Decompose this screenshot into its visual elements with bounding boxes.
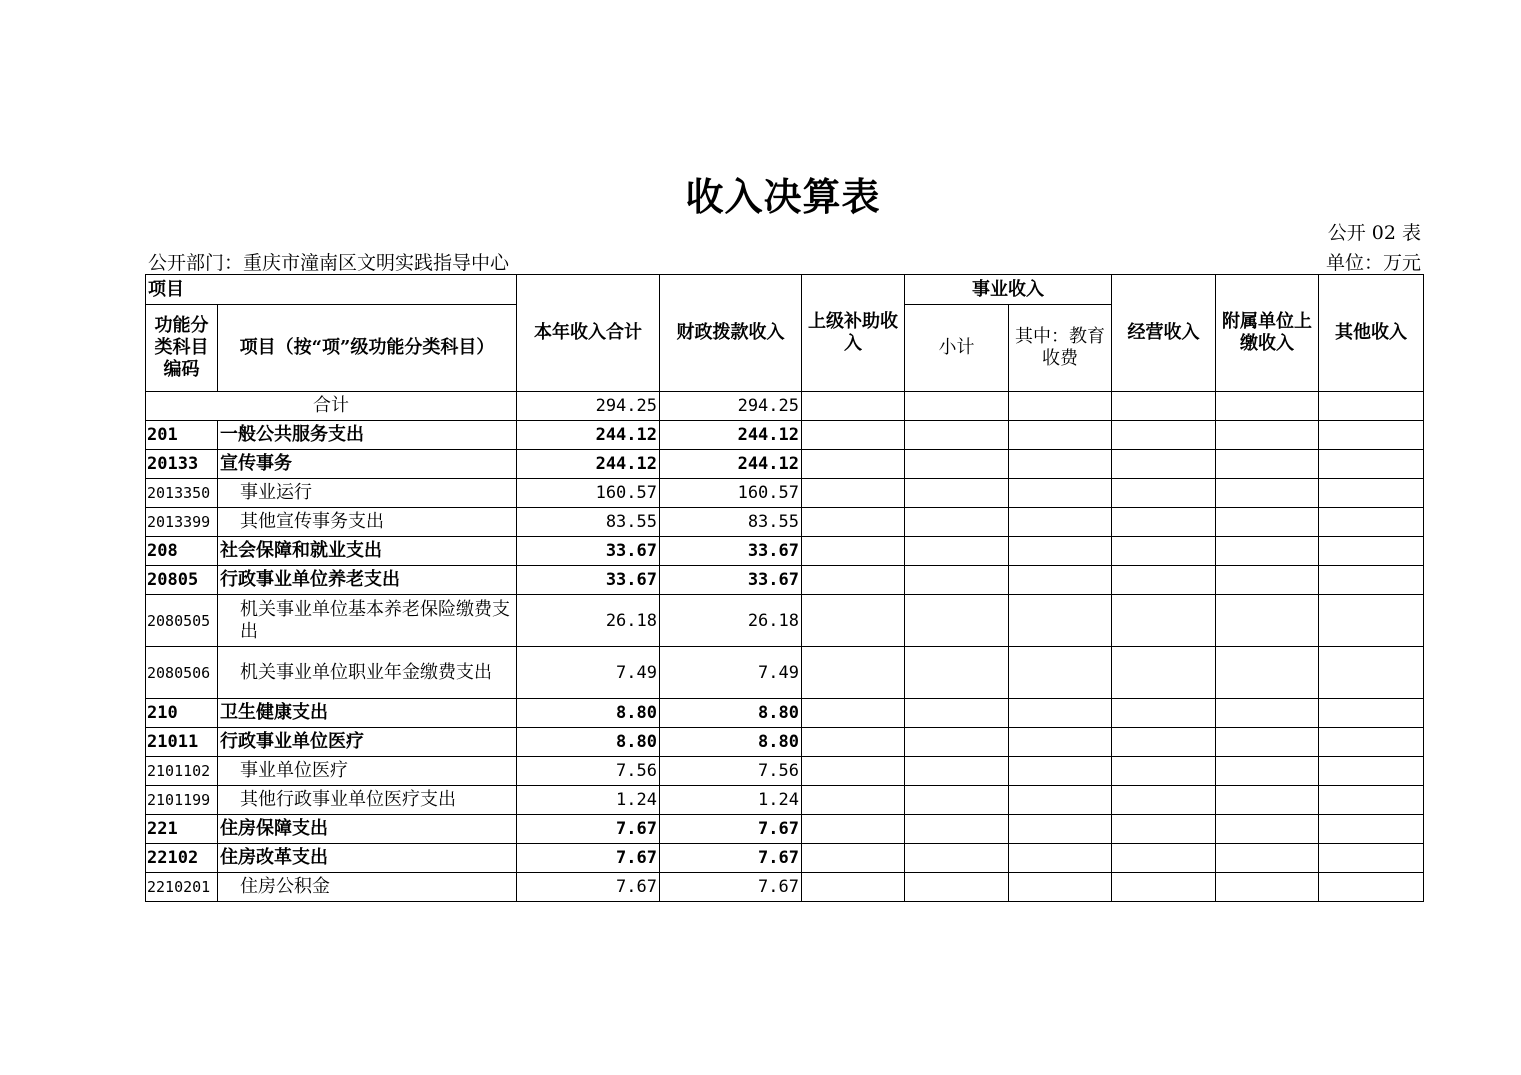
empty-cell: [1009, 844, 1112, 873]
row-fiscal: 160.57: [660, 479, 802, 508]
empty-cell: [802, 815, 905, 844]
empty-cell: [1112, 479, 1216, 508]
empty-cell: [1112, 595, 1216, 647]
empty-cell: [1319, 815, 1424, 844]
empty-cell: [1009, 786, 1112, 815]
table-row: [146, 786, 1424, 815]
total-label: 合计: [146, 392, 517, 421]
empty-cell: [1009, 757, 1112, 786]
empty-cell: [1319, 844, 1424, 873]
row-name: 机关事业单位基本养老保险缴费支出: [218, 595, 517, 647]
empty-cell: [1216, 595, 1319, 647]
empty-cell: [802, 844, 905, 873]
row-name: 宣传事务: [218, 450, 517, 479]
total-total: 294.25: [517, 392, 660, 421]
empty-cell: [1319, 873, 1424, 902]
empty-cell: [1216, 844, 1319, 873]
empty-cell: [1216, 647, 1319, 699]
empty-cell: [1319, 699, 1424, 728]
empty-cell: [1216, 728, 1319, 757]
empty-cell: [1216, 873, 1319, 902]
empty-cell: [1319, 479, 1424, 508]
row-name: 住房保障支出: [218, 815, 517, 844]
empty-cell: [802, 786, 905, 815]
empty-cell: [1216, 508, 1319, 537]
header-fiscal: 财政拨款收入: [660, 275, 802, 392]
empty-cell: [1216, 757, 1319, 786]
header-affiliated: 附属单位上缴收入: [1216, 275, 1319, 392]
empty-cell: [905, 873, 1009, 902]
empty-cell: [802, 699, 905, 728]
row-total: 83.55: [517, 508, 660, 537]
empty-cell: [905, 595, 1009, 647]
empty-cell: [1319, 508, 1424, 537]
row-fiscal: 7.49: [660, 647, 802, 699]
empty-cell: [1216, 421, 1319, 450]
empty-cell: [1112, 844, 1216, 873]
row-name: 事业运行: [218, 479, 517, 508]
empty-cell: [1112, 815, 1216, 844]
empty-cell: [905, 537, 1009, 566]
row-name: 住房改革支出: [218, 844, 517, 873]
table-row: [146, 566, 1424, 595]
row-total: 33.67: [517, 566, 660, 595]
empty-cell: [1112, 757, 1216, 786]
header-superior: 上级补助收入: [802, 275, 905, 392]
header-item-name: 项目（按“项”级功能分类科目）: [218, 305, 517, 392]
table-row: [146, 873, 1424, 902]
empty-cell: [1112, 508, 1216, 537]
header-total: 本年收入合计: [517, 275, 660, 392]
empty-cell: [905, 421, 1009, 450]
total-row: [146, 392, 1424, 421]
empty-cell: [802, 537, 905, 566]
row-name: 行政事业单位医疗: [218, 728, 517, 757]
empty-cell: [905, 508, 1009, 537]
empty-cell: [1009, 595, 1112, 647]
department-label: 公开部门：重庆市潼南区文明实践指导中心: [148, 252, 510, 274]
row-name: 社会保障和就业支出: [218, 537, 517, 566]
row-code: 2080506: [146, 647, 218, 699]
empty-cell: [1216, 566, 1319, 595]
row-total: 8.80: [517, 728, 660, 757]
row-total: 7.67: [517, 844, 660, 873]
empty-cell: [905, 844, 1009, 873]
table-row: [146, 647, 1424, 699]
table-row: [146, 421, 1424, 450]
empty-cell: [1112, 873, 1216, 902]
header-subtotal: 小计: [905, 305, 1009, 392]
empty-cell: [802, 508, 905, 537]
row-total: 160.57: [517, 479, 660, 508]
table-row: [146, 844, 1424, 873]
empty-cell: [802, 647, 905, 699]
empty-cell: [1319, 757, 1424, 786]
table-row: [146, 595, 1424, 647]
row-total: 26.18: [517, 595, 660, 647]
empty-cell: [802, 595, 905, 647]
empty-cell: [802, 479, 905, 508]
row-fiscal: 26.18: [660, 595, 802, 647]
row-code: 2080505: [146, 595, 218, 647]
row-name: 事业单位医疗: [218, 757, 517, 786]
empty-cell: [1009, 699, 1112, 728]
row-total: 1.24: [517, 786, 660, 815]
header-code: 功能分类科目编码: [146, 305, 218, 392]
empty-cell: [1009, 728, 1112, 757]
row-total: 7.49: [517, 647, 660, 699]
table-row: [146, 815, 1424, 844]
row-code: 2013399: [146, 508, 218, 537]
empty-cell: [802, 757, 905, 786]
empty-cell: [1216, 699, 1319, 728]
row-fiscal: 244.12: [660, 421, 802, 450]
empty-cell: [905, 450, 1009, 479]
row-total: 7.67: [517, 815, 660, 844]
empty-cell: [1009, 479, 1112, 508]
empty-cell: [1009, 508, 1112, 537]
empty-cell: [1216, 450, 1319, 479]
empty-cell: [905, 757, 1009, 786]
row-fiscal: 7.67: [660, 844, 802, 873]
empty-cell: [1009, 421, 1112, 450]
row-code: 201: [146, 421, 218, 450]
row-code: 2210201: [146, 873, 218, 902]
page-title: 收入决算表: [685, 174, 881, 219]
empty-cell: [1112, 537, 1216, 566]
row-code: 22102: [146, 844, 218, 873]
empty-cell: [905, 815, 1009, 844]
empty-cell: [1009, 450, 1112, 479]
empty-cell: [802, 566, 905, 595]
row-code: 20133: [146, 450, 218, 479]
header-item: 项目: [146, 275, 517, 305]
empty-cell: [1319, 786, 1424, 815]
row-name: 卫生健康支出: [218, 699, 517, 728]
row-name: 其他行政事业单位医疗支出: [218, 786, 517, 815]
row-code: 208: [146, 537, 218, 566]
empty-cell: [1319, 595, 1424, 647]
empty-cell: [1112, 421, 1216, 450]
row-fiscal: 7.56: [660, 757, 802, 786]
empty-cell: [1319, 421, 1424, 450]
empty-cell: [1112, 566, 1216, 595]
empty-cell: [1216, 479, 1319, 508]
empty-cell: [1216, 815, 1319, 844]
row-fiscal: 8.80: [660, 728, 802, 757]
unit-label: 单位：万元: [1325, 252, 1421, 274]
total-fiscal: 294.25: [660, 392, 802, 421]
table-row: [146, 508, 1424, 537]
form-number: 公开 02 表: [1327, 222, 1421, 244]
table-row: [146, 699, 1424, 728]
header-other: 其他收入: [1319, 275, 1424, 392]
empty-cell: [1216, 786, 1319, 815]
row-fiscal: 7.67: [660, 815, 802, 844]
header-business: 事业收入: [905, 275, 1112, 305]
empty-cell: [1216, 537, 1319, 566]
row-code: 2101102: [146, 757, 218, 786]
row-total: 7.67: [517, 873, 660, 902]
empty-cell: [1112, 699, 1216, 728]
row-code: 2013350: [146, 479, 218, 508]
empty-cell: [905, 728, 1009, 757]
header-row-1: [146, 275, 1424, 305]
empty-cell: [1319, 728, 1424, 757]
table-row: [146, 537, 1424, 566]
row-fiscal: 7.67: [660, 873, 802, 902]
empty-cell: [905, 786, 1009, 815]
row-total: 244.12: [517, 450, 660, 479]
empty-cell: [1319, 647, 1424, 699]
empty-cell: [1112, 728, 1216, 757]
row-name: 行政事业单位养老支出: [218, 566, 517, 595]
empty-cell: [1112, 786, 1216, 815]
empty-cell: [1009, 537, 1112, 566]
row-fiscal: 33.67: [660, 537, 802, 566]
row-code: 21011: [146, 728, 218, 757]
table-row: [146, 479, 1424, 508]
income-final-accounts-table: [145, 274, 1424, 902]
row-fiscal: 1.24: [660, 786, 802, 815]
empty-cell: [802, 873, 905, 902]
row-total: 7.56: [517, 757, 660, 786]
table-row: [146, 450, 1424, 479]
table-row: [146, 757, 1424, 786]
row-code: 210: [146, 699, 218, 728]
row-code: 20805: [146, 566, 218, 595]
row-total: 33.67: [517, 537, 660, 566]
empty-cell: [905, 479, 1009, 508]
empty-cell: [1009, 647, 1112, 699]
row-name: 一般公共服务支出: [218, 421, 517, 450]
empty-cell: [802, 421, 905, 450]
empty-cell: [1112, 450, 1216, 479]
empty-cell: [1009, 566, 1112, 595]
header-education: 其中：教育收费: [1009, 305, 1112, 392]
row-name: 住房公积金: [218, 873, 517, 902]
row-fiscal: 83.55: [660, 508, 802, 537]
row-fiscal: 8.80: [660, 699, 802, 728]
row-code: 221: [146, 815, 218, 844]
empty-cell: [1009, 815, 1112, 844]
row-name: 其他宣传事务支出: [218, 508, 517, 537]
row-name: 机关事业单位职业年金缴费支出: [218, 647, 517, 699]
row-code: 2101199: [146, 786, 218, 815]
empty-cell: [1112, 647, 1216, 699]
empty-cell: [802, 728, 905, 757]
row-total: 8.80: [517, 699, 660, 728]
empty-cell: [905, 647, 1009, 699]
empty-cell: [802, 450, 905, 479]
empty-cell: [905, 699, 1009, 728]
empty-cell: [1319, 566, 1424, 595]
row-fiscal: 33.67: [660, 566, 802, 595]
empty-cell: [1319, 537, 1424, 566]
table-row: [146, 728, 1424, 757]
row-fiscal: 244.12: [660, 450, 802, 479]
row-total: 244.12: [517, 421, 660, 450]
empty-cell: [1319, 450, 1424, 479]
header-operating: 经营收入: [1112, 275, 1216, 392]
empty-cell: [905, 566, 1009, 595]
empty-cell: [1009, 873, 1112, 902]
